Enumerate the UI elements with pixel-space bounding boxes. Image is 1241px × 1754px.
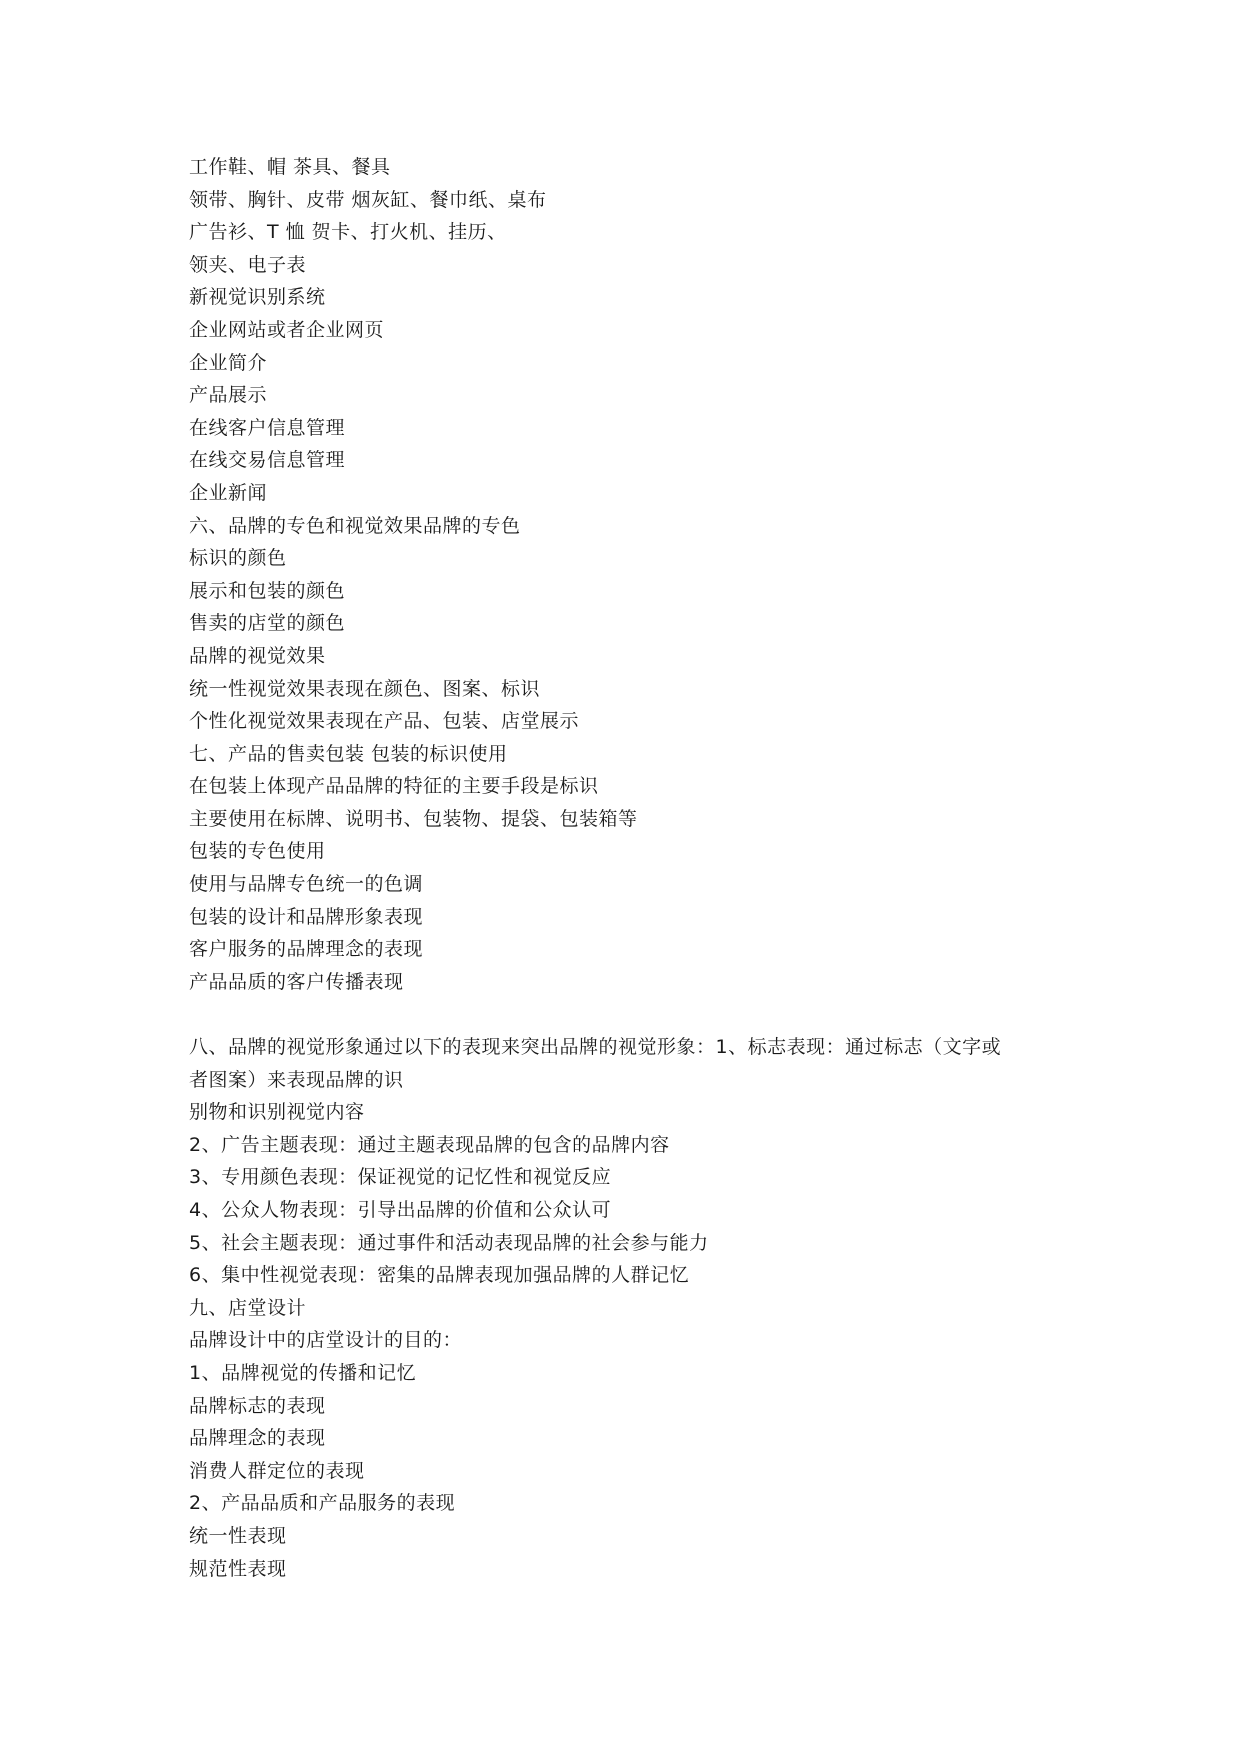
text-line: 2、广告主题表现：通过主题表现品牌的包含的品牌内容 bbox=[189, 1133, 670, 1156]
text-line: 使用与品牌专色统一的色调 bbox=[189, 873, 424, 896]
text-line: 消费人群定位的表现 bbox=[189, 1459, 365, 1482]
text-line: 在包装上体现产品品牌的特征的主要手段是标识 bbox=[189, 775, 599, 798]
text-line: 5、社会主题表现：通过事件和活动表现品牌的社会参与能力 bbox=[189, 1231, 709, 1254]
text-line: 工作鞋、帽 茶具、餐具 bbox=[189, 156, 391, 178]
text-line: 企业网站或者企业网页 bbox=[189, 318, 385, 341]
text-line: 标识的颜色 bbox=[189, 547, 287, 570]
text-line: 品牌标志的表现 bbox=[189, 1394, 326, 1417]
text-line: 客户服务的品牌理念的表现 bbox=[189, 938, 424, 961]
text-line: 广告衫、T 恤 贺卡、打火机、挂历、 bbox=[189, 221, 507, 244]
text-line: 品牌理念的表现 bbox=[189, 1427, 326, 1450]
text-line: 规范性表现 bbox=[189, 1557, 287, 1580]
text-line: 企业新闻 bbox=[189, 481, 268, 504]
text-line: 包装的专色使用 bbox=[189, 840, 326, 863]
text-line: 品牌设计中的店堂设计的目的： bbox=[189, 1329, 463, 1352]
text-line: 企业简介 bbox=[189, 351, 268, 374]
text-line: 统一性表现 bbox=[189, 1524, 287, 1547]
text-line: 七、产品的售卖包装 包装的标识使用 bbox=[189, 742, 508, 765]
text-line: 品牌的视觉效果 bbox=[189, 644, 326, 667]
text-line: 者图案）来表现品牌的识 bbox=[189, 1068, 404, 1091]
text-line: 领夹、电子表 bbox=[189, 253, 307, 276]
text-line: 展示和包装的颜色 bbox=[189, 579, 346, 602]
text-line: 统一性视觉效果表现在颜色、图案、标识 bbox=[189, 677, 541, 700]
text-line: 在线交易信息管理 bbox=[189, 449, 346, 472]
text-line: 2、产品品质和产品服务的表现 bbox=[189, 1492, 456, 1515]
text-line: 售卖的店堂的颜色 bbox=[189, 612, 346, 635]
text-line: 3、专用颜色表现：保证视觉的记忆性和视觉反应 bbox=[189, 1166, 612, 1189]
paragraph-gap bbox=[189, 998, 1069, 1031]
text-line: 六、品牌的专色和视觉效果品牌的专色 bbox=[189, 514, 521, 537]
text-line: 1、品牌视觉的传播和记忆 bbox=[189, 1361, 417, 1384]
text-line: 个性化视觉效果表现在产品、包装、店堂展示 bbox=[189, 710, 580, 733]
text-line: 新视觉识别系统 bbox=[189, 286, 326, 309]
text-line: 6、集中性视觉表现：密集的品牌表现加强品牌的人群记忆 bbox=[189, 1264, 690, 1287]
text-line: 在线客户信息管理 bbox=[189, 416, 346, 439]
text-line: 4、公众人物表现：引导出品牌的价值和公众认可 bbox=[189, 1199, 612, 1221]
text-line: 九、店堂设计 bbox=[189, 1296, 307, 1319]
text-line: 包装的设计和品牌形象表现 bbox=[189, 905, 424, 928]
text-block-2 bbox=[189, 1031, 1069, 1585]
text-block-1 bbox=[189, 151, 1069, 998]
document-body bbox=[189, 151, 1069, 1585]
text-line: 别物和识别视觉内容 bbox=[189, 1101, 365, 1124]
text-line: 产品展示 bbox=[189, 384, 268, 407]
text-line: 领带、胸针、皮带 烟灰缸、餐巾纸、桌布 bbox=[189, 188, 547, 211]
text-line: 产品品质的客户传播表现 bbox=[189, 970, 404, 993]
text-line: 主要使用在标牌、说明书、包装物、提袋、包装箱等 bbox=[189, 807, 638, 830]
text-line: 八、品牌的视觉形象通过以下的表现来突出品牌的视觉形象：1、标志表现：通过标志（文字或 bbox=[189, 1036, 1002, 1059]
